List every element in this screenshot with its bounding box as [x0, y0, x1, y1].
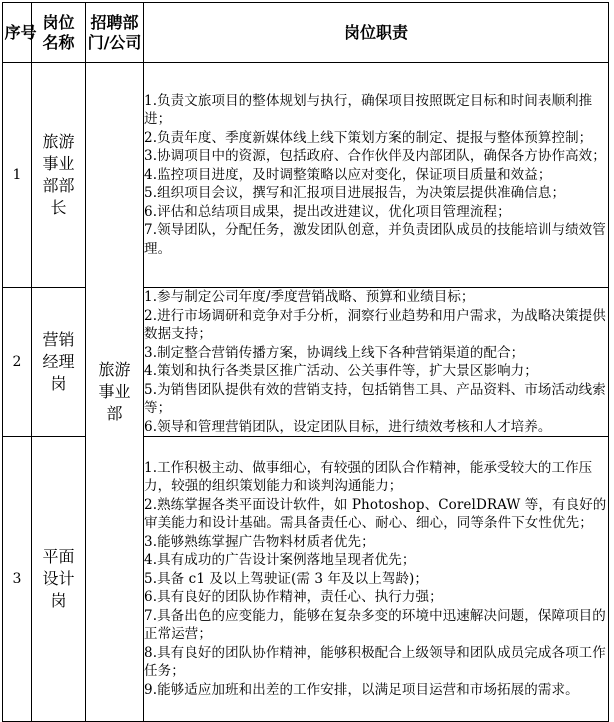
duty-item: 5.为销售团队提供有效的营销支持，包括销售工具、产品资料、市场活动线索等； [144, 381, 606, 416]
duty-list [144, 288, 608, 436]
duty-item: 1.负责文旅项目的整体规划与执行，确保项目按照既定目标和时间表顺利推进； [144, 92, 593, 128]
duty-item: 1.工作积极主动、做事细心，有较强的团队合作精神，能承受较大的工作压力，较强的组织策划能力和谈判沟通能力； [144, 459, 593, 495]
header-duties: 岗位职责 [144, 3, 609, 63]
position-name: 平面设计岗 [32, 437, 86, 722]
header-department: 招聘部门/公司 [86, 3, 144, 63]
duty-list [144, 459, 608, 700]
header-no: 序号 [3, 3, 32, 63]
duty-item: 5.具备 c1 及以上驾驶证(需 3 年及以上驾龄)； [144, 570, 429, 587]
duty-item: 3.制定整合营销传播方案，协调线上线下各种营销渠道的配合； [144, 344, 525, 361]
duty-item: 2.负责年度、季度新媒体线上线下策划方案的制定、提报与整体预算控制； [144, 129, 593, 146]
row-number: 3 [3, 437, 32, 722]
duty-item: 4.监控项目进度，及时调整策略以应对变化，保证项目质量和效益； [144, 166, 552, 183]
duty-cell [144, 288, 609, 437]
duty-item: 7.领导团队，分配任务，激发团队创意，并负责团队成员的技能培训与绩效管理。 [144, 222, 606, 257]
table-row [3, 63, 609, 288]
duty-item: 6.评估和总结项目成果，提出改进建议，优化项目管理流程； [144, 203, 511, 220]
position-name: 旅游事业部部长 [32, 63, 86, 288]
job-table [2, 2, 609, 722]
duty-item: 4.具有成功的广告设计案例落地呈现者优先； [144, 552, 416, 569]
duty-item: 2.进行市场调研和竞争对手分析，洞察行业趋势和用户需求，为战略决策提供数据支持； [144, 307, 606, 342]
duty-item: 9.能够适应加班和出差的工作安排，以满足项目运营和市场拓展的需求。 [144, 681, 579, 698]
duty-cell [144, 63, 609, 288]
duty-item: 2.熟练掌握各类平面设计软件，如 Photoshop、CorelDRAW 等，有良好的审美能力和设计基础。需具备责任心、耐心、细心，同等条件下女性优先； [144, 496, 607, 532]
table-header-row [3, 3, 609, 63]
duty-cell [144, 437, 609, 722]
header-position: 岗位名称 [32, 3, 86, 63]
duty-item: 7.具备出色的应变能力，能够在复杂多变的环境中迅速解决问题，保障项目的正常运营； [144, 607, 606, 643]
department-name: 旅游事业部 [86, 63, 144, 722]
duty-list [144, 92, 608, 259]
duty-item: 6.具有良好的团队协作精神，责任心、执行力强； [144, 589, 443, 606]
duty-item: 3.协调项目中的资源，包括政府、合作伙伴及内部团队，确保各方协作高效； [144, 148, 606, 165]
duty-item: 5.组织项目会议，撰写和汇报项目进展报告，为决策层提供准确信息； [144, 185, 566, 202]
duty-item: 3.能够熟练掌握广告物料材质者优先； [144, 533, 375, 550]
duty-item: 6.领导和管理营销团队，设定团队目标，进行绩效考核和人才培养。 [144, 418, 552, 435]
duty-item: 8.具有良好的团队协作精神，能够积极配合上级领导和团队成员完成各项工作任务； [144, 644, 606, 680]
row-number: 2 [3, 288, 32, 437]
row-number: 1 [3, 63, 32, 288]
position-name: 营销经理岗 [32, 288, 86, 437]
duty-item: 4.策划和执行各类景区推广活动、公关事件等，扩大景区影响力； [144, 363, 538, 379]
duty-item: 1.参与制定公司年度/季度营销战略、预算和业绩目标； [144, 289, 475, 305]
